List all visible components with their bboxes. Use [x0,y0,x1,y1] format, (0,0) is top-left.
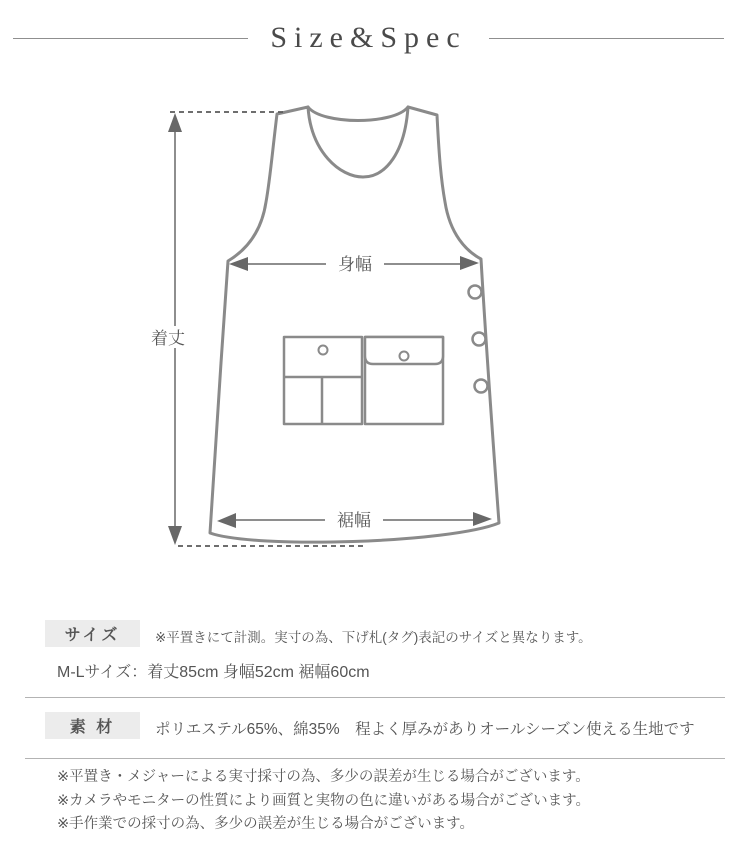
garment-measurement-diagram [0,90,750,570]
hem-width-label: 裾幅 [337,511,371,530]
length-label: 着丈 [151,329,185,348]
divider-line [25,758,725,759]
header-rule-right [489,38,724,39]
header-rule-left [13,38,248,39]
size-measurement-note: ※平置きにて計測。実寸の為、下げ札(タグ)表記のサイズと異なります。 [155,630,592,645]
garment-outline [210,107,499,542]
material-label-chip: 素 材 [45,712,140,739]
size-label-chip: サイズ [45,620,140,647]
body-width-label: 身幅 [338,255,372,274]
divider-line [25,697,725,698]
note-line: ※手作業での採寸の為、多少の誤差が生じる場合がございます。 [57,816,474,832]
disclaimer-notes [57,766,590,837]
size-measurements: M-Lサイズ：着丈85cm 身幅52cm 裾幅60cm [57,664,370,681]
pocket-right [365,337,443,424]
material-description: ポリエステル65%、綿35% 程よく厚みがありオールシーズン使える生地です [155,721,695,738]
note-line: ※平置き・メジャーによる実寸採寸の為、多少の誤差が生じる場合がございます。 [57,769,590,785]
page-title: Size&Spec [270,21,467,54]
section-header [0,18,750,58]
note-line: ※カメラやモニターの性質により画質と実物の色に違いがある場合がございます。 [57,792,590,809]
pocket-left [284,337,362,424]
